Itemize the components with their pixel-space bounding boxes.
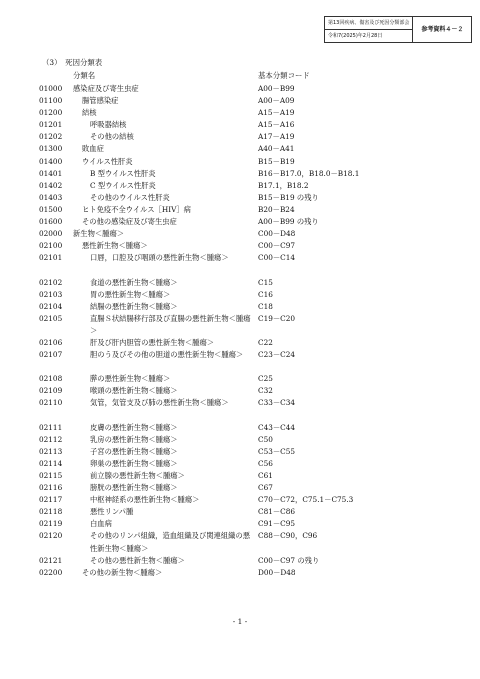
row-name: 呼吸器結核 xyxy=(90,120,127,130)
row-name: 腸管感染症 xyxy=(82,96,119,106)
row-name: 悪性新生物＜腫瘍＞ xyxy=(82,241,148,251)
row-code: 02119 xyxy=(39,519,63,529)
table-row xyxy=(0,422,480,434)
table-row xyxy=(0,434,480,446)
section-title: （3） 死因分類表 xyxy=(42,58,103,67)
row-code: 01000 xyxy=(39,84,63,93)
row-name: 気管，気管支及び肺の悪性新生物＜腫瘍＞ xyxy=(90,398,229,408)
row-name: 膀胱の悪性新生物＜腫瘍＞ xyxy=(90,483,178,493)
table-row xyxy=(0,494,480,506)
row-code: 02105 xyxy=(39,313,63,323)
table-row xyxy=(0,385,480,397)
table-row xyxy=(0,337,480,349)
row-code: 02100 xyxy=(39,241,63,251)
row-basic-code: A00－A09 xyxy=(258,96,295,106)
row-code: 02115 xyxy=(39,471,63,480)
table-row xyxy=(0,95,480,107)
row-code: 02104 xyxy=(39,301,63,311)
table-row xyxy=(0,555,480,567)
row-code: 02109 xyxy=(39,386,63,396)
row-name: ヒト免疫不全ウイルス［HIV］病 xyxy=(82,204,191,214)
row-basic-code: B15－B19 xyxy=(258,156,295,166)
row-code: 02112 xyxy=(39,434,63,444)
table-row xyxy=(0,470,480,482)
row-basic-code: B17.1，B18.2 xyxy=(258,180,309,190)
row-code: 01402 xyxy=(39,180,63,190)
table-row xyxy=(0,277,480,289)
table-row xyxy=(0,240,480,252)
table-row xyxy=(0,252,480,276)
table-row xyxy=(0,83,480,95)
row-name: 食道の悪性新生物＜腫瘍＞ xyxy=(90,277,178,287)
row-basic-code: C16 xyxy=(258,289,273,299)
row-basic-code: B16－B17.0，B18.0－B18.1 xyxy=(258,168,360,178)
row-code: 01100 xyxy=(39,96,63,106)
row-name: 新生物＜腫瘍＞ xyxy=(73,229,125,239)
row-basic-code: C00－C14 xyxy=(258,253,296,263)
column-header-basic-code: 基本分類コード xyxy=(258,71,310,80)
row-code: 01600 xyxy=(39,217,63,227)
table-row xyxy=(0,567,480,579)
table-row xyxy=(0,397,480,421)
row-basic-code: A40－A41 xyxy=(258,144,295,154)
row-name: その他の感染症及び寄生虫症 xyxy=(82,217,177,227)
row-basic-code: C67 xyxy=(258,483,273,493)
row-basic-code: A17－A19 xyxy=(258,132,295,142)
row-basic-code: A00－B99 xyxy=(258,84,295,93)
row-name: その他の悪性新生物＜腫瘍＞ xyxy=(90,555,185,565)
table-row xyxy=(0,482,480,494)
row-name: B 型ウイルス性肝炎 xyxy=(90,168,156,178)
row-code: 01403 xyxy=(39,192,63,202)
reference-badge: 参考資料４－２ xyxy=(413,17,472,43)
table-row xyxy=(0,204,480,216)
table-row xyxy=(0,458,480,470)
table-row xyxy=(0,506,480,518)
row-code: 02103 xyxy=(39,289,63,299)
document-header-box xyxy=(324,16,472,43)
table-row xyxy=(0,446,480,458)
row-code: 02101 xyxy=(39,253,63,263)
row-code: 02110 xyxy=(39,398,63,408)
row-name: 直腸Ｓ状結腸移行部及び直腸の悪性新生物＜腫瘍＞ xyxy=(90,313,251,335)
row-code: 01400 xyxy=(39,156,63,166)
row-basic-code: C23－C24 xyxy=(258,350,296,360)
row-code: 02108 xyxy=(39,374,63,384)
row-name: その他の結核 xyxy=(90,132,134,142)
row-code: 02120 xyxy=(39,531,63,541)
row-basic-code: B15－B19 の残り xyxy=(258,192,319,202)
table-row xyxy=(0,131,480,143)
row-code: 02107 xyxy=(39,350,63,360)
row-basic-code: C61 xyxy=(258,471,273,480)
row-basic-code: A00－B99 の残り xyxy=(258,217,319,227)
meeting-date: 令和7(2025)年2月28日 xyxy=(325,30,413,43)
row-name: 結腸の悪性新生物＜腫瘍＞ xyxy=(90,301,178,311)
row-basic-code: B20－B24 xyxy=(258,204,295,214)
table-row xyxy=(0,192,480,204)
row-basic-code: C18 xyxy=(258,301,273,311)
row-code: 01200 xyxy=(39,108,63,118)
row-basic-code: C19－C20 xyxy=(258,313,296,323)
row-code: 02118 xyxy=(39,507,63,517)
row-name: 口唇，口腔及び咽頭の悪性新生物＜腫瘍＞ xyxy=(90,253,229,263)
row-basic-code: C81－C86 xyxy=(258,507,296,517)
row-basic-code: C33－C34 xyxy=(258,398,296,408)
row-name: 悪性リンパ腫 xyxy=(90,507,134,517)
row-name: 敗血症 xyxy=(82,144,104,154)
row-code: 01300 xyxy=(39,144,63,154)
table-row xyxy=(0,143,480,155)
row-basic-code: C00－D48 xyxy=(258,229,296,239)
row-name: 前立腺の悪性新生物＜腫瘍＞ xyxy=(90,471,185,480)
row-code: 02113 xyxy=(39,446,63,456)
row-basic-code: C15 xyxy=(258,277,273,287)
row-name: 卵巣の悪性新生物＜腫瘍＞ xyxy=(90,458,178,468)
table-row xyxy=(0,289,480,301)
row-name: その他のリンパ組織，造血組織及び関連組織の悪性新生物＜腫瘍＞ xyxy=(90,531,251,553)
row-basic-code: A15－A19 xyxy=(258,108,295,118)
table-row xyxy=(0,180,480,192)
row-code: 01401 xyxy=(39,168,63,178)
row-name: 子宮の悪性新生物＜腫瘍＞ xyxy=(90,446,178,456)
row-name: 中枢神経系の悪性新生物＜腫瘍＞ xyxy=(90,495,200,505)
row-name: 結核 xyxy=(82,108,97,118)
row-basic-code: C00－C97 xyxy=(258,241,296,251)
row-code: 01202 xyxy=(39,132,63,142)
row-basic-code: D00－D48 xyxy=(258,567,296,577)
row-name: 皮膚の悪性新生物＜腫瘍＞ xyxy=(90,422,178,432)
table-row xyxy=(0,313,480,337)
column-header-name: 分類名 xyxy=(73,71,96,80)
row-code: 01500 xyxy=(39,204,63,214)
row-basic-code: C91－C95 xyxy=(258,519,296,529)
table-row xyxy=(0,216,480,228)
row-code: 02102 xyxy=(39,277,63,287)
classification-table xyxy=(0,83,480,579)
row-basic-code: C50 xyxy=(258,434,273,444)
table-row xyxy=(0,107,480,119)
row-basic-code: C56 xyxy=(258,458,273,468)
row-name: 乳房の悪性新生物＜腫瘍＞ xyxy=(90,434,178,444)
row-basic-code: C43－C44 xyxy=(258,422,296,432)
row-name: その他の新生物＜腫瘍＞ xyxy=(82,567,163,577)
table-row xyxy=(0,301,480,313)
row-basic-code: C88－C90，C96 xyxy=(258,531,318,541)
table-row xyxy=(0,518,480,530)
row-code: 02114 xyxy=(39,458,63,468)
row-code: 01201 xyxy=(39,120,63,130)
row-name: ウイルス性肝炎 xyxy=(82,156,133,166)
table-row xyxy=(0,349,480,373)
row-basic-code: C70－C72，C75.1－C75.3 xyxy=(258,495,354,505)
row-name: 胃の悪性新生物＜腫瘍＞ xyxy=(90,289,171,299)
row-name: 喉頭の悪性新生物＜腫瘍＞ xyxy=(90,386,178,396)
row-code: 02111 xyxy=(39,422,63,432)
row-name: 感染症及び寄生虫症 xyxy=(73,84,139,93)
row-basic-code: C00－C97 の残り xyxy=(258,555,320,565)
table-row xyxy=(0,156,480,168)
row-basic-code: C32 xyxy=(258,386,273,396)
row-name: その他のウイルス性肝炎 xyxy=(90,192,170,202)
row-code: 02121 xyxy=(39,555,63,565)
table-row xyxy=(0,228,480,240)
row-name: 膵の悪性新生物＜腫瘍＞ xyxy=(90,374,171,384)
row-name: 胆のう及びその他の胆道の悪性新生物＜腫瘍＞ xyxy=(90,350,244,360)
row-name: C 型ウイルス性肝炎 xyxy=(90,180,156,190)
row-basic-code: C53－C55 xyxy=(258,446,296,456)
meeting-name: 第13回疾病、傷害及び死因分類部会 xyxy=(325,17,413,30)
row-code: 02106 xyxy=(39,337,63,347)
row-name: 肝及び肝内胆管の悪性新生物＜腫瘍＞ xyxy=(90,337,215,347)
table-row xyxy=(0,530,480,554)
row-basic-code: A15－A16 xyxy=(258,120,295,130)
row-basic-code: C22 xyxy=(258,337,273,347)
row-basic-code: C25 xyxy=(258,374,273,384)
row-code: 02000 xyxy=(39,229,63,239)
row-code: 02200 xyxy=(39,567,63,577)
row-name: 白血病 xyxy=(90,519,112,529)
table-row xyxy=(0,168,480,180)
page-number: - 1 - xyxy=(232,617,248,626)
table-row xyxy=(0,119,480,131)
table-row xyxy=(0,373,480,385)
row-code: 02116 xyxy=(39,483,63,493)
row-code: 02117 xyxy=(39,495,63,505)
